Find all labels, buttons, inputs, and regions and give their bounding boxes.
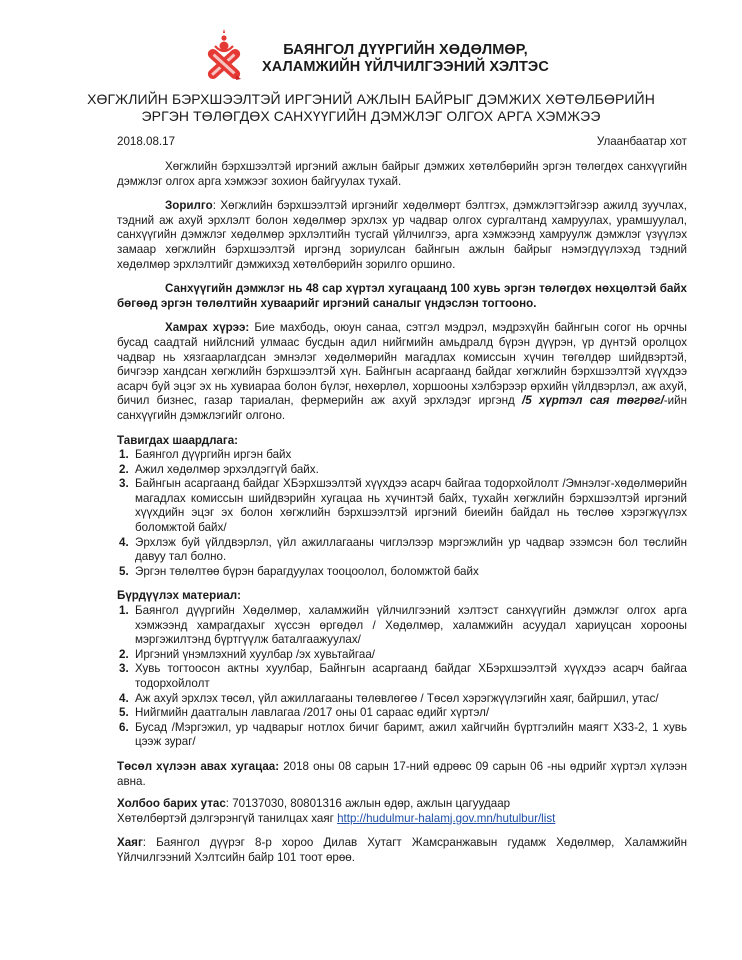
scope-label: Хамрах хүрээ:	[165, 321, 250, 335]
list-item-text: Баянгол дүүргийн Хөдөлмөр, халамжийн үйлчилгээний хэлтэст санхүүгийн дэмжлэг олгох арга хэмжээнд хамрагдахыг хүссэн өргөдөл / Хөдөлмөр, халамжийн асуудал хариуцсан хорооны мэргэжилтэнд бүртгүүлж баталгаажуулах/	[135, 604, 687, 647]
list-number: 1.	[119, 604, 129, 618]
document-title-line1: ХӨГЖЛИЙН БЭРХШЭЭЛТЭЙ ИРГЭНИЙ АЖЛЫН БАЙРЫГ ДЭМЖИХ ХӨТӨЛБӨРИЙН	[87, 91, 655, 107]
list-item-text: Эргэн төлөлтөө бүрэн барагдуулах тооцоолол, боломжтой байх	[135, 564, 479, 578]
letterhead	[0, 28, 742, 84]
list-item-text: Баянгол дүүргийн иргэн байх	[135, 448, 292, 462]
goal-label: Зорилго	[165, 199, 213, 213]
list-item	[117, 721, 687, 750]
list-item	[117, 648, 687, 663]
document-title	[0, 91, 742, 125]
organization-name	[262, 42, 549, 76]
contact-phones: : 70137030, 80801316 ажлын өдөр, ажлын цагуудаар	[225, 797, 511, 811]
requirements-list	[117, 448, 687, 579]
list-item	[117, 706, 687, 721]
list-number: 3.	[119, 477, 129, 491]
list-item	[117, 565, 687, 580]
list-number: 3.	[119, 662, 129, 676]
requirements-heading: Тавигдах шаардлага:	[117, 433, 239, 447]
financing-note	[117, 282, 687, 311]
list-item-text: Аж ахуй эрхлэх төсөл, үйл ажиллагааны төлөвлөгөө / Төсөл хэрэгжүүлэгийн хаяг, байршил, утас/	[135, 691, 659, 705]
list-item	[117, 662, 687, 691]
document-city: Улаанбаатар хот	[596, 135, 687, 148]
materials-list	[117, 604, 687, 750]
intro-paragraph: Хөгжлийн бэрхшээлтэй иргэний ажлын байрыг дэмжих хөтөлбөрийн эргэн төлөгдөх санхүүгийн дэмжлэг олгох арга хэмжээг зохион байгуулах тухай.	[117, 160, 687, 188]
scope-text-after: -ийн санхүүгийн дэмжлэгийг олгоно.	[117, 394, 688, 422]
list-number: 5.	[119, 564, 129, 578]
list-item	[117, 692, 687, 707]
list-item	[117, 463, 687, 478]
list-item-text: Хувь тогтоосон актны хуулбар, Байнгын асаргаанд байдаг ХБэрхшээлтэй хүүхдээ асарч байгаа тодорхойлолт	[135, 662, 687, 690]
document-title-line2: ЭРГЭН ТӨЛӨГДӨХ САНХҮҮГИЙН ДЭМЖЛЭГ ОЛГОХ АРГА ХЭМЖЭЭ	[141, 108, 601, 124]
scope-text: Бие махбодь, оюун санаа, сэтгэл мэдрэл, мэдрэхүйн байнгын согог нь орчны бусад саадтай нийлсний улмаас бусдын адил нийгмийн амьдралд бүрэн дүүрэн, үр дүнтэй оролцох чадвар нь хязгаарлагдсан эмнэлэг хөдөлмөрийн магадлах комиссын хүчин төгөлдөр шийдвэртэй, бичгээр хандсан хөгжлийн бэрхшээлтэй хүн. Байнгын асаргаанд байдаг хөгжлийн бэрхшээлтэй хүүхдээ асарч буй эцэг эх нь хувиараа болон бүлэг, нөхөрлөл, хоршооны хэлбэрээр өрхийн үйлдвэрлэл, аж ахуй, бичил бизнес, газар тариалан, фермерийн аж ахуй эрхлэдэг иргэнд	[117, 321, 688, 408]
contact-paragraph	[117, 797, 687, 812]
list-number: 4.	[119, 535, 129, 549]
address-text: : Баянгол дүүрэг 8-р хороо Дилав Хутагт Жамсранжавын гудамж Хөдөлмөр, Халамжийн Үйлчилгээний Хэлтсийн байр 101 тоот өрөө.	[117, 836, 687, 864]
list-item-text: Ажил хөдөлмөр эрхэлдэггүй байх.	[135, 462, 319, 476]
list-item	[117, 448, 687, 463]
deadline-text: 2018 оны 08 сарын 17-ний өдрөөс 09 сарын 06 -ны өдрийг хүртэл хүлээн авна.	[117, 759, 687, 788]
financing-note-text: Санхүүгийн дэмжлэг нь 48 сар хүртэл хугацаанд 100 хувь эргэн төлөгдөх нөхцөлтэй байх бөгөөд эргэн төлөлтийн хуваарийг иргэний саналыг үндэслэн тогтооно.	[117, 282, 687, 310]
organization-name-line2: ХАЛАМЖИЙН ҮЙЛЧИЛГЭЭНИЙ ХЭЛТЭС	[262, 59, 549, 75]
program-link[interactable]: http://hudulmur-halamj.gov.mn/hutulbur/list	[337, 811, 556, 825]
list-item	[117, 477, 687, 535]
document-body	[117, 160, 687, 866]
deadline-label: Төсөл хүлээн авах хугацаа:	[117, 759, 280, 773]
list-number: 2.	[119, 462, 129, 476]
ministry-emblem-logo-icon	[200, 28, 248, 84]
scope-paragraph	[117, 321, 687, 423]
organization-name-line1: БАЯНГОЛ ДҮҮРГИЙН ХӨДӨЛМӨР,	[283, 42, 528, 58]
list-number: 4.	[119, 691, 129, 705]
address-label: Хаяг	[117, 836, 143, 850]
dateline	[117, 135, 687, 151]
goal-paragraph	[117, 199, 687, 272]
deadline-paragraph	[117, 760, 687, 789]
list-number: 2.	[119, 647, 129, 661]
materials-heading: Бүрдүүлэх материал:	[117, 589, 241, 603]
goal-text: : Хөгжлийн бэрхшээлтэй иргэнийг хөдөлмөрт бэлтгэх, дэмжлэгтэйгээр ажилд зуучлах, тэдний аж ахуй эрхлэлт болон хөдөлмөр эрхлэх ур чадвар олгох сургалтанд хамруулах, урамшуулал, санхүүгийн дэмжлэг хөдөлмөр эрхлэлтийн тусгай үйлчилгээ, арга хэмжээнд хамруулж дэмжлэг үзүүлэх замаар хөгжлийн бэрхшээлтэй иргэнд зориулсан байнгын ажлын байрыг нэмэгдүүлэхэд тэдний хөдөлмөр эрхлэлтийг дэмжихэд хөтөлбөрийн зорилго оршино.	[117, 199, 687, 271]
list-item-text: Иргэний үнэмлэхний хуулбар /эх хувьтайгаа/	[135, 647, 376, 661]
list-number: 1.	[119, 448, 129, 462]
list-item-text: Бусад /Мэргэжил, ур чадварыг нотлох бичиг баримт, ажил хайгчийн бүртгэлийн маягт ХЗ3-2, 1 хувь цээж зураг/	[135, 720, 687, 749]
list-item	[117, 536, 687, 565]
list-item-text: Нийгмийн даатгалын лавлагаа /2017 оны 01 сараас өдийг хүртэл/	[135, 706, 490, 720]
list-number: 5.	[119, 706, 129, 720]
address-paragraph	[117, 836, 687, 865]
list-number: 6.	[119, 720, 129, 734]
program-link-prefix: Хөтөлбөртэй дэлгэрэнгүй танилцах хаяг	[117, 811, 338, 825]
scope-amount: /5 хүртэл сая төгрөг/	[522, 394, 664, 408]
program-link-line	[117, 812, 687, 827]
list-item	[117, 604, 687, 648]
list-item-text: Эрхлэж буй үйлдвэрлэл, үйл ажиллагааны чиглэлээр мэргэжлийн ур чадвар эзэмсэн бол төслийн давуу тал болно.	[135, 535, 687, 564]
document-date: 2018.08.17	[117, 135, 176, 148]
contact-label: Холбоо барих утас	[117, 797, 226, 811]
list-item-text: Байнгын асаргаанд байдаг ХБэрхшээлтэй хүүхдээ асарч байгаа тодорхойлолт /Эмнэлэг-хөдөлмөрийн магадлах комиссын шийдвэрийн хугацаа нь хүчинтэй байх, тухайн хөгжлийн бэрхшээлтэй иргэний хүүхдийн эцэг эх болон хөгжлийн бэрхшээлтэй иргэний биеийн байдал нь төслөө хэрэгжүүлэх боломжтой байх/	[135, 477, 687, 535]
